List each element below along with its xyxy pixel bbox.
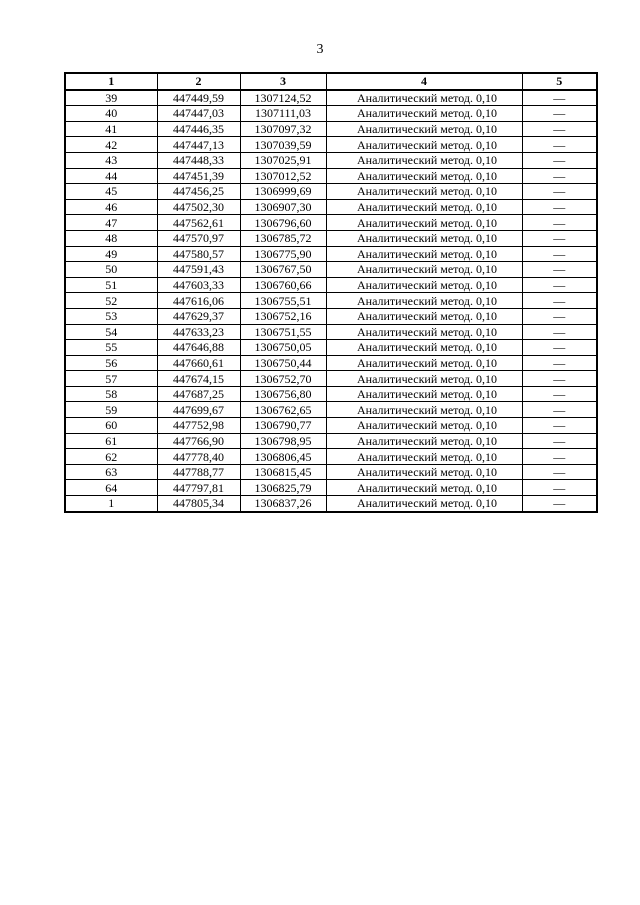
point-number-cell: 51: [65, 277, 157, 293]
method-cell: Аналитический метод. 0,10: [326, 168, 522, 184]
table-row: [65, 480, 597, 496]
method-cell: Аналитический метод. 0,10: [326, 90, 522, 106]
note-cell: —: [522, 199, 597, 215]
y-coordinate-cell: 1306837,26: [240, 496, 326, 512]
note-cell: —: [522, 293, 597, 309]
y-coordinate-cell: 1306767,50: [240, 262, 326, 278]
method-cell: Аналитический метод. 0,10: [326, 106, 522, 122]
method-cell: Аналитический метод. 0,10: [326, 121, 522, 137]
note-cell: —: [522, 230, 597, 246]
x-coordinate-cell: 447616,06: [157, 293, 240, 309]
x-coordinate-cell: 447446,35: [157, 121, 240, 137]
method-cell: Аналитический метод. 0,10: [326, 199, 522, 215]
x-coordinate-cell: 447805,34: [157, 496, 240, 512]
y-coordinate-cell: 1306825,79: [240, 480, 326, 496]
point-number-cell: 60: [65, 418, 157, 434]
y-coordinate-cell: 1306760,66: [240, 277, 326, 293]
point-number-cell: 62: [65, 449, 157, 465]
point-number-cell: 55: [65, 340, 157, 356]
method-cell: Аналитический метод. 0,10: [326, 215, 522, 231]
table-row: [65, 308, 597, 324]
note-cell: —: [522, 262, 597, 278]
table-row: [65, 355, 597, 371]
x-coordinate-cell: 447570,97: [157, 230, 240, 246]
method-cell: Аналитический метод. 0,10: [326, 152, 522, 168]
x-coordinate-cell: 447448,33: [157, 152, 240, 168]
table-row: [65, 464, 597, 480]
method-cell: Аналитический метод. 0,10: [326, 277, 522, 293]
y-coordinate-cell: 1307012,52: [240, 168, 326, 184]
x-coordinate-cell: 447447,03: [157, 106, 240, 122]
note-cell: —: [522, 121, 597, 137]
point-number-cell: 39: [65, 90, 157, 106]
x-coordinate-cell: 447502,30: [157, 199, 240, 215]
note-cell: —: [522, 449, 597, 465]
method-cell: Аналитический метод. 0,10: [326, 433, 522, 449]
note-cell: —: [522, 90, 597, 106]
y-coordinate-cell: 1307039,59: [240, 137, 326, 153]
table-row: [65, 371, 597, 387]
note-cell: —: [522, 152, 597, 168]
table-body: [65, 90, 597, 512]
point-number-cell: 1: [65, 496, 157, 512]
method-cell: Аналитический метод. 0,10: [326, 230, 522, 246]
x-coordinate-cell: 447629,37: [157, 308, 240, 324]
y-coordinate-cell: 1307124,52: [240, 90, 326, 106]
header-col-4: 4: [326, 73, 522, 90]
table-row: [65, 121, 597, 137]
y-coordinate-cell: 1306752,16: [240, 308, 326, 324]
table-row: [65, 386, 597, 402]
point-number-cell: 53: [65, 308, 157, 324]
y-coordinate-cell: 1306796,60: [240, 215, 326, 231]
note-cell: —: [522, 340, 597, 356]
point-number-cell: 50: [65, 262, 157, 278]
note-cell: —: [522, 418, 597, 434]
x-coordinate-cell: 447633,23: [157, 324, 240, 340]
y-coordinate-cell: 1306755,51: [240, 293, 326, 309]
note-cell: —: [522, 386, 597, 402]
y-coordinate-cell: 1306785,72: [240, 230, 326, 246]
header-col-5: 5: [522, 73, 597, 90]
note-cell: —: [522, 480, 597, 496]
y-coordinate-cell: 1306790,77: [240, 418, 326, 434]
x-coordinate-cell: 447603,33: [157, 277, 240, 293]
note-cell: —: [522, 106, 597, 122]
note-cell: —: [522, 246, 597, 262]
note-cell: —: [522, 402, 597, 418]
point-number-cell: 43: [65, 152, 157, 168]
note-cell: —: [522, 464, 597, 480]
point-number-cell: 46: [65, 199, 157, 215]
x-coordinate-cell: 447451,39: [157, 168, 240, 184]
table-row: [65, 90, 597, 106]
note-cell: —: [522, 371, 597, 387]
note-cell: —: [522, 168, 597, 184]
x-coordinate-cell: 447447,13: [157, 137, 240, 153]
table-row: [65, 168, 597, 184]
x-coordinate-cell: 447456,25: [157, 184, 240, 200]
x-coordinate-cell: 447580,57: [157, 246, 240, 262]
table-row: [65, 418, 597, 434]
method-cell: Аналитический метод. 0,10: [326, 293, 522, 309]
table-row: [65, 184, 597, 200]
method-cell: Аналитический метод. 0,10: [326, 386, 522, 402]
x-coordinate-cell: 447699,67: [157, 402, 240, 418]
note-cell: —: [522, 215, 597, 231]
point-number-cell: 54: [65, 324, 157, 340]
note-cell: —: [522, 184, 597, 200]
note-cell: —: [522, 277, 597, 293]
point-number-cell: 45: [65, 184, 157, 200]
table-row: [65, 324, 597, 340]
x-coordinate-cell: 447562,61: [157, 215, 240, 231]
x-coordinate-cell: 447660,61: [157, 355, 240, 371]
note-cell: —: [522, 433, 597, 449]
method-cell: Аналитический метод. 0,10: [326, 262, 522, 278]
note-cell: —: [522, 355, 597, 371]
point-number-cell: 42: [65, 137, 157, 153]
header-col-1: 1: [65, 73, 157, 90]
table-row: [65, 106, 597, 122]
header-col-2: 2: [157, 73, 240, 90]
method-cell: Аналитический метод. 0,10: [326, 371, 522, 387]
table-row: [65, 246, 597, 262]
method-cell: Аналитический метод. 0,10: [326, 480, 522, 496]
table-row: [65, 230, 597, 246]
coordinates-table: [64, 72, 598, 513]
table-row: [65, 402, 597, 418]
table-row: [65, 137, 597, 153]
table-row: [65, 215, 597, 231]
method-cell: Аналитический метод. 0,10: [326, 418, 522, 434]
x-coordinate-cell: 447687,25: [157, 386, 240, 402]
page-number: 3: [316, 42, 324, 57]
method-cell: Аналитический метод. 0,10: [326, 449, 522, 465]
point-number-cell: 64: [65, 480, 157, 496]
x-coordinate-cell: 447674,15: [157, 371, 240, 387]
y-coordinate-cell: 1306750,44: [240, 355, 326, 371]
method-cell: Аналитический метод. 0,10: [326, 137, 522, 153]
table-header-row: [65, 73, 597, 90]
y-coordinate-cell: 1306762,65: [240, 402, 326, 418]
table-row: [65, 449, 597, 465]
method-cell: Аналитический метод. 0,10: [326, 340, 522, 356]
method-cell: Аналитический метод. 0,10: [326, 355, 522, 371]
y-coordinate-cell: 1306907,30: [240, 199, 326, 215]
x-coordinate-cell: 447752,98: [157, 418, 240, 434]
table-row: [65, 340, 597, 356]
point-number-cell: 57: [65, 371, 157, 387]
method-cell: Аналитический метод. 0,10: [326, 402, 522, 418]
point-number-cell: 49: [65, 246, 157, 262]
x-coordinate-cell: 447797,81: [157, 480, 240, 496]
x-coordinate-cell: 447449,59: [157, 90, 240, 106]
note-cell: —: [522, 324, 597, 340]
y-coordinate-cell: 1306999,69: [240, 184, 326, 200]
x-coordinate-cell: 447766,90: [157, 433, 240, 449]
table-row: [65, 152, 597, 168]
x-coordinate-cell: 447591,43: [157, 262, 240, 278]
y-coordinate-cell: 1306806,45: [240, 449, 326, 465]
y-coordinate-cell: 1306750,05: [240, 340, 326, 356]
y-coordinate-cell: 1307025,91: [240, 152, 326, 168]
note-cell: —: [522, 137, 597, 153]
method-cell: Аналитический метод. 0,10: [326, 308, 522, 324]
method-cell: Аналитический метод. 0,10: [326, 246, 522, 262]
note-cell: —: [522, 496, 597, 512]
y-coordinate-cell: 1306815,45: [240, 464, 326, 480]
y-coordinate-cell: 1306775,90: [240, 246, 326, 262]
point-number-cell: 63: [65, 464, 157, 480]
y-coordinate-cell: 1307111,03: [240, 106, 326, 122]
table-row: [65, 496, 597, 512]
point-number-cell: 47: [65, 215, 157, 231]
point-number-cell: 52: [65, 293, 157, 309]
table-row: [65, 293, 597, 309]
x-coordinate-cell: 447646,88: [157, 340, 240, 356]
method-cell: Аналитический метод. 0,10: [326, 496, 522, 512]
point-number-cell: 40: [65, 106, 157, 122]
header-col-3: 3: [240, 73, 326, 90]
y-coordinate-cell: 1306756,80: [240, 386, 326, 402]
point-number-cell: 41: [65, 121, 157, 137]
point-number-cell: 44: [65, 168, 157, 184]
x-coordinate-cell: 447778,40: [157, 449, 240, 465]
y-coordinate-cell: 1306798,95: [240, 433, 326, 449]
point-number-cell: 61: [65, 433, 157, 449]
note-cell: —: [522, 308, 597, 324]
method-cell: Аналитический метод. 0,10: [326, 184, 522, 200]
x-coordinate-cell: 447788,77: [157, 464, 240, 480]
table-row: [65, 433, 597, 449]
y-coordinate-cell: 1306751,55: [240, 324, 326, 340]
table-row: [65, 199, 597, 215]
point-number-cell: 58: [65, 386, 157, 402]
point-number-cell: 56: [65, 355, 157, 371]
method-cell: Аналитический метод. 0,10: [326, 464, 522, 480]
y-coordinate-cell: 1307097,32: [240, 121, 326, 137]
point-number-cell: 48: [65, 230, 157, 246]
method-cell: Аналитический метод. 0,10: [326, 324, 522, 340]
point-number-cell: 59: [65, 402, 157, 418]
y-coordinate-cell: 1306752,70: [240, 371, 326, 387]
table-row: [65, 277, 597, 293]
table-row: [65, 262, 597, 278]
